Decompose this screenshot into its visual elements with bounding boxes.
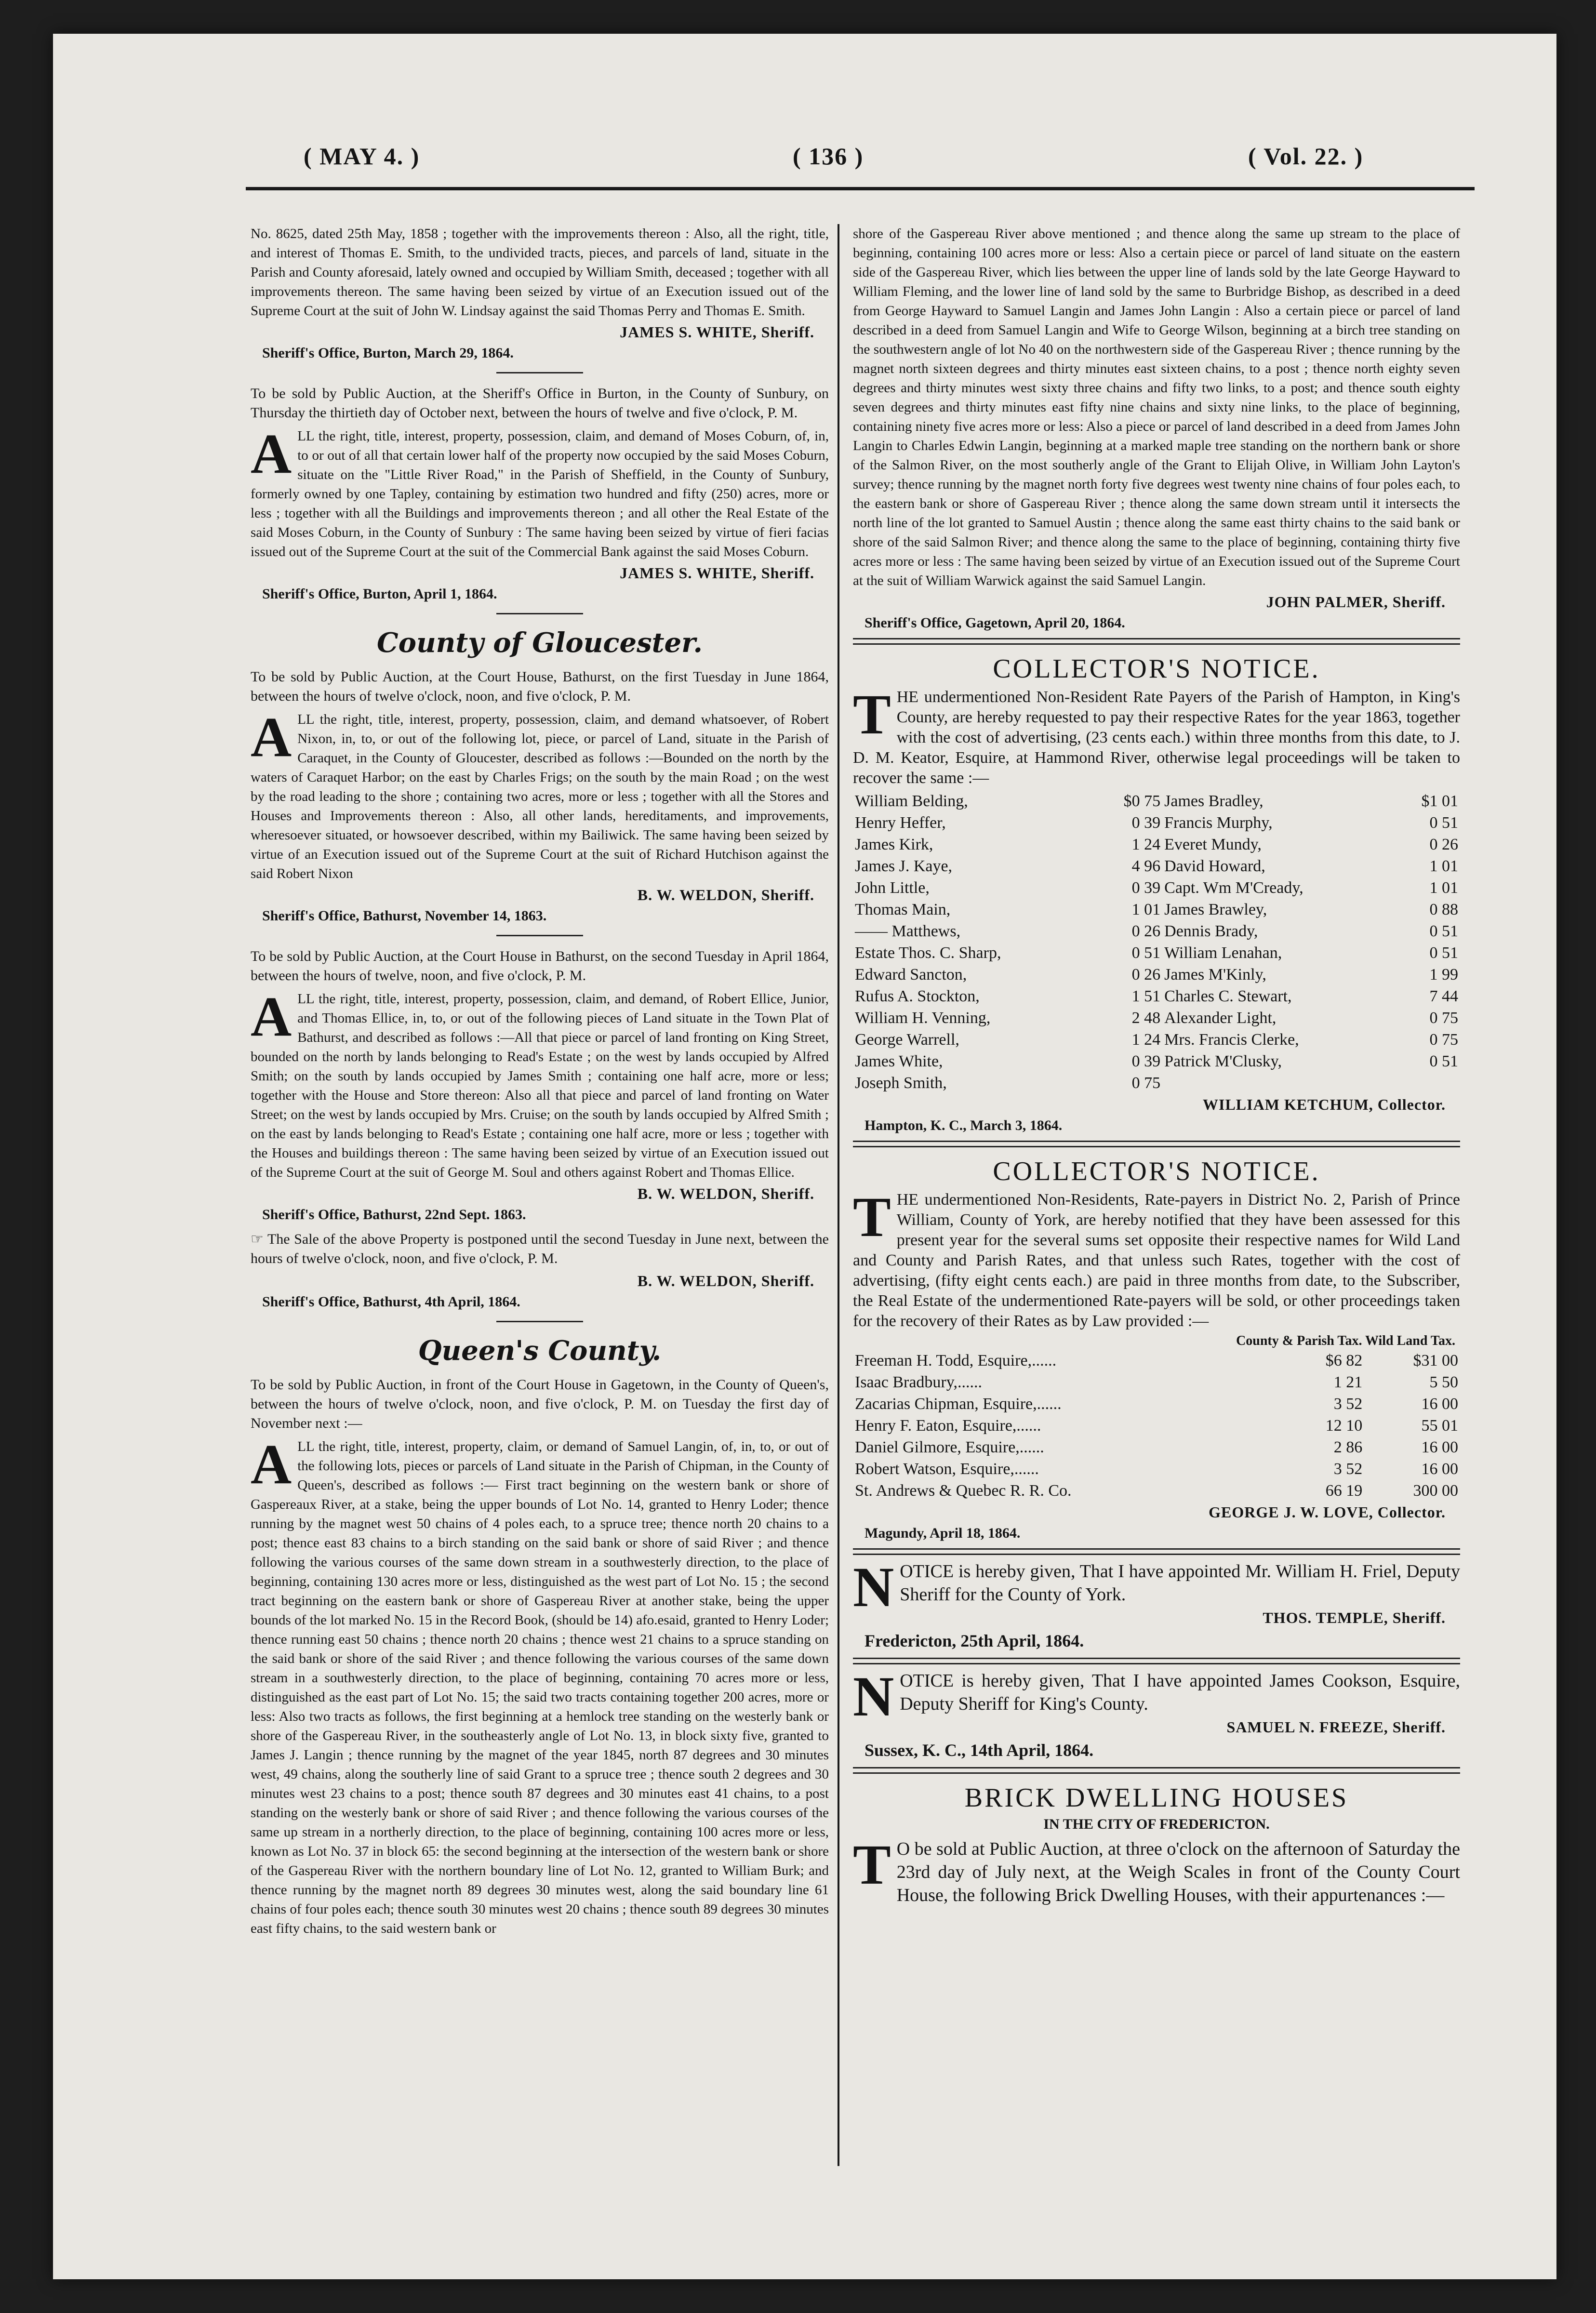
table-cell: George Warrell, bbox=[855, 1031, 959, 1049]
table-cell: 0 26 bbox=[1131, 966, 1161, 984]
deputy-notice-york bbox=[853, 1555, 1460, 1651]
sheriff-signature: SAMUEL N. FREEZE, Sheriff. bbox=[1226, 1718, 1446, 1736]
table-cell: Robert Watson, Esquire,...... bbox=[855, 1460, 1039, 1478]
table-cell: —— Matthews, bbox=[855, 922, 961, 940]
notice-dateline: Fredericton, 25th April, 1864. bbox=[864, 1631, 1084, 1650]
table-cell: 0 51 bbox=[1131, 944, 1161, 962]
table-cell: 4 96 bbox=[1131, 857, 1161, 875]
drop-cap: T bbox=[853, 1185, 891, 1249]
table-row bbox=[853, 877, 1460, 899]
sale-notice bbox=[251, 985, 829, 1182]
table-cell: 1 51 bbox=[1131, 987, 1161, 1005]
rate-payers-table bbox=[853, 790, 1460, 1094]
table-cell: Charles C. Stewart, bbox=[1164, 987, 1292, 1005]
table-row bbox=[853, 1350, 1460, 1371]
table-cell: Thomas Main, bbox=[855, 901, 951, 918]
table-cell: 16 00 bbox=[1421, 1438, 1458, 1456]
table-row bbox=[853, 1458, 1460, 1480]
table-cell: Mrs. Francis Clerke, bbox=[1164, 1031, 1299, 1049]
county-heading: Queen's County. bbox=[418, 1335, 662, 1367]
county-heading: County of Gloucester. bbox=[377, 627, 703, 659]
table-cell: 0 39 bbox=[1131, 1052, 1161, 1070]
sale-text: LL the right, title, interest, property, possession, claim, and demand, of Robert Ellice, Junior, and Thomas Ellice, in, to, or out of the following pieces of Land situate in the Town Plat of Bathurst, and described as follows :—All that piece or parcel of land fronting on King Street, bounded on the north by lands belonging to Read's Estate ; on the west by lands occupied by Alfred Smith; on the south by lands occupied by James Smith ; containing one half acre, more or less; together with the House and Store thereon: Also all that piece and parcel of land fronting on Water Street; on the west by lands occupied by Mrs. Cruise; on the south by lands occupied by Alfred Smith ; on the east by lands belonging to Read's Estate ; containing one half acre, more or less ; together with the Houses and buildings thereon : The same having been seized by virtue of an Execution issued out of the Supreme Court at the suit of George M. Soul and others against Robert and Thomas Ellice. bbox=[251, 991, 829, 1180]
table-cell: Francis Murphy, bbox=[1164, 814, 1273, 832]
table-cell: 1 21 bbox=[1333, 1373, 1363, 1391]
table-cell: Henry F. Eaton, Esquire,...... bbox=[855, 1417, 1041, 1435]
sheriff-signature: JOHN PALMER, Sheriff. bbox=[1266, 593, 1446, 611]
notice-title: BRICK DWELLING HOUSES bbox=[964, 1783, 1349, 1813]
newspaper-page bbox=[53, 34, 1556, 2279]
drop-cap: T bbox=[853, 1833, 891, 1896]
table-cell: Henry Heffer, bbox=[855, 814, 946, 832]
table-cell: 0 75 bbox=[1429, 1031, 1458, 1049]
office-dateline: Sheriff's Office, Bathurst, November 14, 1863. bbox=[262, 908, 547, 924]
drop-cap: N bbox=[853, 1555, 894, 1619]
notice-body bbox=[853, 1833, 1460, 1907]
table-cell: 1 01 bbox=[1131, 901, 1161, 918]
notice-dateline: Sussex, K. C., 14th April, 1864. bbox=[864, 1741, 1094, 1760]
table-cell: 0 51 bbox=[1429, 944, 1458, 962]
collectors-notice-hampton bbox=[853, 653, 1460, 1134]
table-row bbox=[853, 812, 1460, 834]
table-cell: Edward Sancton, bbox=[855, 966, 967, 984]
table-cell: 0 39 bbox=[1131, 814, 1161, 832]
table-cell: 2 48 bbox=[1131, 1009, 1161, 1027]
table-cell: $6 82 bbox=[1325, 1352, 1363, 1369]
left-column bbox=[251, 224, 829, 2180]
tax-rows bbox=[853, 1350, 1460, 1502]
table-cell: John Little, bbox=[855, 879, 930, 897]
office-dateline: Sheriff's Office, Burton, April 1, 1864. bbox=[262, 586, 497, 602]
table-cell: 0 88 bbox=[1429, 901, 1458, 918]
table-cell: Daniel Gilmore, Esquire,...... bbox=[855, 1438, 1044, 1456]
table-cell: 7 44 bbox=[1429, 987, 1458, 1005]
table-cell: 16 00 bbox=[1421, 1395, 1458, 1413]
table-cell: Capt. Wm M'Cready, bbox=[1164, 879, 1303, 897]
table-cell: 0 51 bbox=[1429, 814, 1458, 832]
table-cell: Alexander Light, bbox=[1164, 1009, 1277, 1027]
column-rule bbox=[838, 224, 839, 2166]
table-cell: 3 52 bbox=[1333, 1395, 1363, 1413]
sale-intro: To be sold by Public Auction, at the Court House, Bathurst, on the first Tuesday in June 1864, between the hours of twelve o'clock, noon, and five o'clock, P. M. bbox=[251, 669, 829, 704]
notice-text: O be sold at Public Auction, at three o'clock on the afternoon of Saturday the 23rd day of July next, at the Weigh Scales in front of the County Court House, the following Brick Dwelling Houses, with their appurtenances :— bbox=[896, 1839, 1460, 1905]
table-cell: 0 26 bbox=[1131, 922, 1161, 940]
page-number: ( 136 ) bbox=[793, 143, 864, 170]
table-row bbox=[853, 964, 1460, 985]
table-cell: Patrick M'Clusky, bbox=[1164, 1052, 1282, 1070]
table-cell: 1 99 bbox=[1429, 966, 1458, 984]
sale-intro: To be sold by Public Auction, at the Court House in Bathurst, on the second Tuesday in April 1864, between the hours of twelve, noon, and five o'clock, P. M. bbox=[251, 948, 829, 984]
notice-title: COLLECTOR'S NOTICE. bbox=[993, 1156, 1320, 1186]
table-cell bbox=[1162, 1072, 1394, 1094]
office-dateline: Sheriff's Office, Burton, March 29, 1864. bbox=[262, 345, 514, 361]
table-cell: 55 01 bbox=[1421, 1417, 1458, 1435]
table-cell: William Lenahan, bbox=[1164, 944, 1282, 962]
brick-houses-notice bbox=[853, 1782, 1460, 1907]
double-rule bbox=[853, 638, 1460, 645]
table-row bbox=[853, 1415, 1460, 1436]
sale-text: LL the right, title, interest, property, possession, claim, and demand whatsoever, of Robert Nixon, in, to, or out of the following lot, piece, or parcel of Land, situate in the Parish of Caraquet, in the County of Gloucester, described as follows :—Bounded on the north by the waters of Caraquet Harbor; on the east by Charles Frigs; on the south by the main Road ; on the west by the road leading to the shore ; containing two acres, more or less ; together with all the Stores and Houses and Improvements thereon : Also, all other lands, hereditaments, and improvements, wheresoever situated, or howsoever described, within my Bailiwick. The same having been seized by virtue of an Execution issued out of the Supreme Court at the suit of Richard Hutchison against the said Robert Nixon bbox=[251, 712, 829, 881]
deputy-notice-kings bbox=[853, 1665, 1460, 1760]
table-cell: 0 51 bbox=[1429, 1052, 1458, 1070]
sheriff-signature: B. W. WELDON, Sheriff. bbox=[637, 1185, 814, 1202]
notice-continuation: shore of the Gaspereau River above mentioned ; and thence along the same up stream to the place of beginning, containing 100 acres more or less: Also a certain piece or parcel of land situate on the eastern side of the Gaspereau River, which lies between the upper line of lands sold by the late George Hayward to William Fleming, and the lower line of land sold by the same to Burbridge Bishop, as described in a deed from George Hayward to Samuel Langin and James John Langin : Also a certain piece or parcel of land described in a deed from Samuel Langin and Wife to George Wilson, beginning at a birch tree standing on the southwestern angle of lot No 40 on the northwestern side of the Gaspereau River ; thence running by the magnet north sixteen degrees and thirty minutes east sixteen chains, to a post ; thence north eighty seven degrees and thirty minutes west sixty three chains and fifty two links, to a post; and thence south eighty seven degrees and thirty minutes east fifty nine chains and sixty nine links, to the place of beginning, containing ninety five acres more or less: Also a piece or parcel of land described in a deed from James John Langin to Charles Edwin Langin, beginning at a marked maple tree standing on the northern bank or shore of the Salmon River, on the most southerly angle of the Grant to Elijah Olive, in William John Layton's survey; thence running by the magnet north forty five degrees west twenty nine chains of four poles each, to the eastern bank or shore of Gaspereau River ; thence along the same down stream until it intersects the north line of the lot granted to Samuel Austin ; thence along the same east thirty chains to the said bank or shore of the said Salmon River; and thence along the same to the place of beginning, containing thirty five acres more or less : The same having been seized by virtue of an Execution issued out of the Supreme Court at the suit of William Warwick against the said Samuel Langin. bbox=[853, 226, 1460, 588]
table-cell: $0 75 bbox=[1123, 792, 1161, 810]
sheriff-signature: B. W. WELDON, Sheriff. bbox=[637, 886, 814, 904]
table-cell: James M'Kinly, bbox=[1164, 966, 1266, 984]
table-cell: Rufus A. Stockton, bbox=[855, 987, 980, 1005]
table-row bbox=[853, 985, 1460, 1007]
table-cell: Zacarias Chipman, Esquire,...... bbox=[855, 1395, 1062, 1413]
sale-text: LL the right, title, interest, property, claim, or demand of Samuel Langin, of, in, to, or out of the following lots, pieces or parcels of Land situate in the Parish of Chipman, in the County of Queen's, described as follows :— First tract beginning on the western bank or shore of Gaspereaux River, at a stake, being the upper bounds of Lot No. 14, granted to Henry Loder; thence running by the magnet west 50 chains of 4 poles each, to a spruce tree; thence north 20 chains to a post; thence east 83 chains to a birch standing on the said bank or shore of said River ; and thence following the various courses of the same down stream in a southwesterly direction, to the place of beginning, containing 130 acres more or less, distinguished as the west part of Lot No. 15 ; the second tract beginning on the eastern bank or shore of Gaspereau River at another stake, being the upper bounds of the lot marked No. 15 in the Record Book, (should be 14) afo.esaid, granted to Henry Loder; thence running east 50 chains ; thence north 20 chains ; thence west 21 chains to a spruce standing on the said bank or shore of the said River ; and thence following the various courses of the same down stream in a southwesterly direction, to the place of beginning, containing 70 acres more or less, distinguished as the east part of Lot No. 15; the said two tracts containing together 200 acres, more or less: Also two tracts as follows, the first beginning at a hemlock tree standing on the westerly bank or shore of the Gaspereau River, in the southeasterly angle of Lot No. 13, in block sixty five, granted to James J. Langin ; thence running by the magnet of the year 1845, north 87 degrees and 30 minutes west, 49 chains, along the southerly line of said Grant to a spruce tree ; thence south 2 degrees and 30 minutes west 23 chains to a post; thence south 87 degrees and 30 minutes east 41 chains, to a post standing on the westerly bank or shore of said River ; and thence following the various courses of the same up stream in a northerly direction, to the place of beginning, containing 100 acres more or less, known as Lot No. 37 in block 65: the second beginning at the intersection of the western bank or shore of the Gaspereau River with the northern boundary line of Lot No. 12, granted to William Burk; and thence running by the magnet north 89 degrees 30 minutes west, along the said boundary line 61 chains of four poles each; thence south 30 minutes west 20 chains ; thence south 89 degrees 30 minutes east fifty chains, to the said western bank or bbox=[251, 1439, 829, 1936]
table-cell: 1 01 bbox=[1429, 879, 1458, 897]
table-row bbox=[853, 1371, 1460, 1393]
table-cell: 0 51 bbox=[1429, 922, 1458, 940]
drop-cap: N bbox=[853, 1665, 894, 1728]
notice-text: HE undermentioned Non-Resident Rate Payers of the Parish of Hampton, in King's County, are hereby requested to pay their respective Rates for the year 1863, together with the cost of advertising, (23 cents each.) within three months from this date, to J. D. M. Keator, Esquire, at Hammond River, otherwise legal proceedings will be taken to recover the same :— bbox=[853, 688, 1460, 787]
header-rule bbox=[246, 187, 1475, 190]
table-row bbox=[853, 790, 1460, 812]
table-cell: 66 19 bbox=[1325, 1482, 1363, 1500]
drop-cap: A bbox=[251, 985, 292, 1048]
sheriff-signature: JAMES S. WHITE, Sheriff. bbox=[620, 323, 814, 341]
sale-intro: To be sold by Public Auction, at the Sheriff's Office in Burton, in the County of Sunbury, on Thursday the thirtieth day of October next, between the hours of twelve and five o'clock, P. M. bbox=[251, 386, 829, 421]
table-row bbox=[853, 1480, 1460, 1502]
separator bbox=[496, 613, 583, 614]
table-cell: Everet Mundy, bbox=[1164, 836, 1262, 853]
tax-column-header: County & Parish Tax. Wild Land Tax. bbox=[1236, 1333, 1455, 1348]
table-row bbox=[853, 899, 1460, 920]
table-cell: 16 00 bbox=[1421, 1460, 1458, 1478]
table-row bbox=[853, 942, 1460, 964]
issue-date: ( MAY 4. ) bbox=[304, 143, 420, 170]
table-row bbox=[853, 1029, 1460, 1050]
notice-body bbox=[853, 1185, 1460, 1331]
table-cell: 0 75 bbox=[1429, 1009, 1458, 1027]
separator bbox=[496, 935, 583, 936]
table-cell: St. Andrews & Quebec R. R. Co. bbox=[855, 1482, 1072, 1500]
tax-table bbox=[853, 1350, 1460, 1502]
table-row bbox=[853, 1050, 1460, 1072]
sheriff-signature: THOS. TEMPLE, Sheriff. bbox=[1263, 1609, 1446, 1626]
table-cell bbox=[1394, 1072, 1460, 1094]
table-cell: 12 10 bbox=[1325, 1417, 1363, 1435]
table-cell: 3 52 bbox=[1333, 1460, 1363, 1478]
office-dateline: Sheriff's Office, Gagetown, April 20, 1864. bbox=[864, 615, 1125, 631]
table-cell: $1 01 bbox=[1421, 792, 1458, 810]
rate-payers-rows bbox=[853, 790, 1460, 1094]
table-cell: Estate Thos. C. Sharp, bbox=[855, 944, 1001, 962]
separator bbox=[496, 372, 583, 373]
table-cell: James Bradley, bbox=[1164, 792, 1264, 810]
collector-signature: WILLIAM KETCHUM, Collector. bbox=[1202, 1096, 1446, 1113]
table-cell: James Brawley, bbox=[1164, 901, 1267, 918]
sale-text: LL the right, title, interest, property, possession, claim, and demand of Moses Coburn, of, in, to or out of all that certain lower half of the property now occupied by the said Moses Coburn, situate on the "Little River Road," in the Parish of Sheffield, in the County of Sunbury, formerly owned by one Tapley, containing by estimation two hundred and fifty (250) acres, more or less ; together with all the Buildings and improvements thereon ; and all other the Real Estate of the said Moses Coburn, in the County of Sunbury : The same having been seized by virtue of fieri facias issued out of the Supreme Court at the suit of the Commercial Bank against the said Moses Coburn. bbox=[251, 428, 829, 559]
drop-cap: A bbox=[251, 422, 292, 485]
table-cell: William Belding, bbox=[855, 792, 968, 810]
table-cell: 2 86 bbox=[1333, 1438, 1363, 1456]
collectors-notice-prince-william bbox=[853, 1156, 1460, 1542]
table-row bbox=[853, 1007, 1460, 1029]
double-rule bbox=[853, 1548, 1460, 1555]
table-cell: Joseph Smith, bbox=[855, 1074, 947, 1092]
table-cell: 0 26 bbox=[1429, 836, 1458, 853]
table-cell: 5 50 bbox=[1429, 1373, 1458, 1391]
table-cell: William H. Venning, bbox=[855, 1009, 991, 1027]
office-dateline: Sheriff's Office, Bathurst, 22nd Sept. 1863. bbox=[262, 1207, 526, 1223]
notice-text: HE undermentioned Non-Residents, Rate-payers in District No. 2, Parish of Prince William, County of York, are hereby notified that they have been assessed for this present year for the several sums set opposite their respective names for Wild Land and County and Parish Rates, and that unless such Rates, together with the cost of advertising, (fifty eight cents each.) are paid in three months from date, to the Subscriber, the Real Estate of the undermentioned Rate-payers will be sold, or other proceedings taken for the recovery of their Rates as by Law provided :— bbox=[853, 1191, 1460, 1330]
notice-title: COLLECTOR'S NOTICE. bbox=[993, 654, 1320, 684]
volume-number: ( Vol. 22. ) bbox=[1248, 143, 1364, 170]
notice-text: OTICE is hereby given, That I have appointed James Cookson, Esquire, Deputy Sheriff for King's County. bbox=[900, 1671, 1460, 1714]
sale-notice bbox=[251, 422, 829, 561]
table-cell: 0 39 bbox=[1131, 879, 1161, 897]
office-dateline: Sheriff's Office, Bathurst, 4th April, 1864. bbox=[262, 1294, 520, 1310]
table-cell: 300 00 bbox=[1413, 1482, 1458, 1500]
separator bbox=[496, 1321, 583, 1322]
table-row bbox=[853, 1436, 1460, 1458]
sale-intro: To be sold by Public Auction, in front of the Court House in Gagetown, in the County of Queen's, between the hours of twelve o'clock, noon, and five o'clock, P. M. on Tuesday the first day of November next :— bbox=[251, 1377, 829, 1431]
table-cell: 1 24 bbox=[1131, 1031, 1161, 1049]
drop-cap: A bbox=[251, 705, 292, 769]
notice-continuation: No. 8625, dated 25th May, 1858 ; together with the improvements thereon : Also, all the right, title, and interest of Thomas E. Smith, to the undivided tracts, pieces, and parcels of land, situate in the Parish and County aforesaid, lately owned and occupied by William Smith, deceased ; together with all improvements thereon. The same having been seized by virtue of an Execution issued out of the Supreme Court at the suit of John W. Lindsay against the said Thomas Perry and Thomas E. Smith. bbox=[251, 226, 829, 319]
notice-text: OTICE is hereby given, That I have appointed Mr. William H. Friel, Deputy Sheriff for the County of York. bbox=[900, 1561, 1460, 1605]
sale-notice bbox=[251, 705, 829, 883]
drop-cap: A bbox=[251, 1433, 292, 1496]
table-cell: Dennis Brady, bbox=[1164, 922, 1258, 940]
table-cell: 1 01 bbox=[1429, 857, 1458, 875]
right-column bbox=[853, 224, 1460, 2180]
double-rule bbox=[853, 1658, 1460, 1664]
table-cell: 0 75 bbox=[1131, 1074, 1161, 1092]
table-cell: $31 00 bbox=[1413, 1352, 1458, 1369]
table-row bbox=[853, 920, 1460, 942]
table-cell: 1 24 bbox=[1131, 836, 1161, 853]
table-cell: James White, bbox=[855, 1052, 943, 1070]
sale-notice bbox=[251, 1433, 829, 1938]
double-rule bbox=[853, 1141, 1460, 1147]
collector-dateline: Hampton, K. C., March 3, 1864. bbox=[864, 1117, 1063, 1133]
table-cell: David Howard, bbox=[1164, 857, 1265, 875]
collector-dateline: Magundy, April 18, 1864. bbox=[864, 1525, 1021, 1541]
notice-subtitle: IN THE CITY OF FREDERICTON. bbox=[1043, 1816, 1270, 1832]
table-cell: Isaac Bradbury,...... bbox=[855, 1373, 983, 1391]
sheriff-signature: B. W. WELDON, Sheriff. bbox=[637, 1272, 814, 1289]
table-cell: Freeman H. Todd, Esquire,...... bbox=[855, 1352, 1057, 1369]
postponement-note: ☞ The Sale of the above Property is postponed until the second Tuesday in June next, between the hours of twelve o'clock, noon, and five o'clock, P. M. bbox=[251, 1231, 829, 1266]
notice-body bbox=[853, 683, 1460, 788]
collector-signature: GEORGE J. W. LOVE, Collector. bbox=[1209, 1503, 1446, 1521]
table-row bbox=[853, 1393, 1460, 1415]
double-rule bbox=[853, 1767, 1460, 1774]
drop-cap: T bbox=[853, 683, 891, 746]
table-row bbox=[853, 855, 1460, 877]
table-cell: James Kirk, bbox=[855, 836, 933, 853]
table-row bbox=[853, 1072, 1460, 1094]
sheriff-signature: JAMES S. WHITE, Sheriff. bbox=[620, 564, 814, 582]
table-cell: James J. Kaye, bbox=[855, 857, 953, 875]
table-row bbox=[853, 834, 1460, 855]
